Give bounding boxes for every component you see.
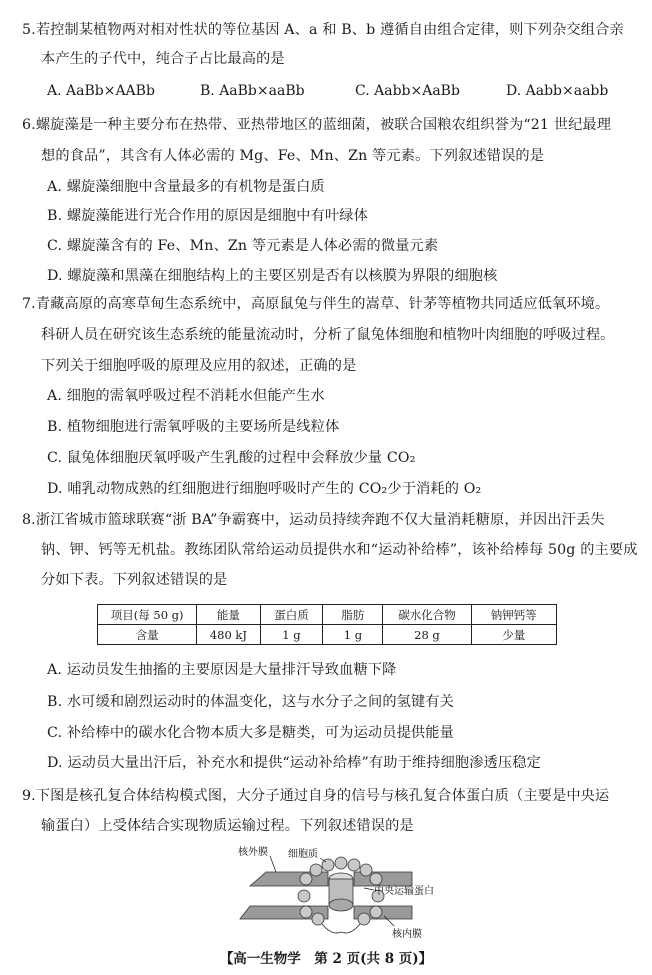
figure-label-inner-membrane: 核内膜 — [392, 929, 422, 940]
table-row — [98, 625, 557, 645]
q6-option-a: A. 螺旋藻细胞中含量最多的有机物是蛋白质 — [47, 179, 325, 195]
q7-option-c: C. 鼠兔体细胞厌氧呼吸产生乳酸的过程中会释放少量 CO₂ — [47, 450, 416, 466]
table-cell: 1 g — [323, 625, 383, 645]
q6-option-b: B. 螺旋藻能进行光合作用的原因是细胞中有叶绿体 — [47, 208, 368, 224]
q5-option-b: B. AaBb×aaBb — [200, 83, 305, 99]
q8-option-b: B. 水可缓和剧烈运动时的体温变化，这与水分子之间的氢键有关 — [47, 694, 455, 710]
table-header-cell: 蛋白质 — [260, 605, 323, 625]
nuclear-pore-complex-figure — [236, 846, 452, 940]
table-cell: 含量 — [98, 625, 197, 645]
q8-stem-line-3: 分如下表。下列叙述错误的是 — [41, 572, 228, 588]
q8-stem-line-2: 钠、钾、钙等无机盐。教练团队常给运动员提供水和“运动补给棒”，该补给棒每 50g 的主要成 — [41, 542, 638, 558]
q5-stem-line-1: 5.若控制某植物两对相对性状的等位基因 A、a 和 B、b 遵循自由组合定律，则下列杂交组合亲 — [22, 22, 624, 38]
q7-stem-line-3: 下列关于细胞呼吸的原理及应用的叙述，正确的是 — [41, 358, 357, 374]
q6-option-c: C. 螺旋藻含有的 Fe、Mn、Zn 等元素是人体必需的微量元素 — [47, 238, 439, 254]
q8-option-a: A. 运动员发生抽搐的主要原因是大量排汗导致血糖下降 — [47, 662, 397, 678]
q5-stem-line-2: 本产生的子代中，纯合子占比最高的是 — [41, 51, 285, 67]
central-transporter-bottom — [329, 899, 353, 911]
table-cell: 少量 — [471, 625, 557, 645]
q5-options — [47, 81, 627, 101]
table-header-cell: 能量 — [197, 605, 260, 625]
q6-stem-line-1: 6.螺旋藻是一种主要分布在热带、亚热带地区的蓝细菌，被联合国粮农组织誉为“21 世纪最理 — [22, 117, 612, 133]
q5-option-c: C. Aabb×AaBb — [355, 83, 460, 99]
q9-stem-line-2: 输蛋白）上受体结合实现物质运输过程。下列叙述错误的是 — [41, 818, 414, 834]
q9-stem-line-1: 9.下图是核孔复合体结构模式图，大分子通过自身的信号与核孔复合体蛋白质（主要是中央运 — [22, 788, 610, 804]
table-header-cell: 脂肪 — [323, 605, 383, 625]
page-footer: 【高一生物学 第 2 页(共 8 页)】 — [219, 951, 433, 967]
q7-stem-line-1: 7.青藏高原的高寒草甸生态系统中，高原鼠兔与伴生的嵩草、针茅等植物共同适应低氧环境。 — [22, 296, 610, 312]
figure-label-outer-membrane: 核外膜 — [238, 847, 268, 858]
q7-stem-line-2: 科研人员在研究该生态系统的能量流动时，分析了鼠兔体细胞和植物叶肉细胞的呼吸过程。 — [41, 327, 615, 343]
q7-option-d: D. 哺乳动物成熟的红细胞进行细胞呼吸时产生的 CO₂少于消耗的 O₂ — [47, 481, 482, 497]
table-cell: 480 kJ — [197, 625, 260, 645]
table-cell: 1 g — [260, 625, 323, 645]
q5-option-a: A. AaBb×AABb — [47, 83, 155, 99]
q6-stem-line-2: 想的食品”，其含有人体必需的 Mg、Fe、Mn、Zn 等元素。下列叙述错误的是 — [41, 148, 545, 164]
q7-option-b: B. 植物细胞进行需氧呼吸的主要场所是线粒体 — [47, 419, 340, 435]
table-header-cell: 项目(每 50 g) — [98, 605, 197, 625]
table-header-cell: 碳水化合物 — [383, 605, 471, 625]
q8-nutrition-table — [97, 604, 557, 645]
q5-option-d: D. Aabb×aabb — [506, 83, 609, 99]
q8-stem-line-1: 8.浙江省城市篮球联赛“浙 BA”争霸赛中，运动员持续奔跑不仅大量消耗糖原，并因出汗丢失 — [22, 512, 605, 528]
q6-option-d: D. 螺旋藻和黑藻在细胞结构上的主要区别是否有以核膜为界限的细胞核 — [47, 268, 498, 284]
table-cell: 28 g — [383, 625, 471, 645]
table-header-cell: 钠钾钙等 — [471, 605, 557, 625]
q7-option-a: A. 细胞的需氧呼吸过程不消耗水但能产生水 — [47, 388, 325, 404]
q8-option-d: D. 运动员大量出汗后，补充水和提供“运动补给棒”有助于维持细胞渗透压稳定 — [47, 755, 541, 771]
q8-option-c: C. 补给棒中的碳水化合物本质大多是糖类，可为运动员提供能量 — [47, 725, 454, 741]
table-header-row — [98, 605, 557, 625]
nuclear-basket — [322, 924, 360, 933]
figure-label-central-transporter: 中央运输蛋白 — [374, 886, 434, 897]
figure-label-cytoplasm: 细胞质 — [288, 849, 318, 860]
